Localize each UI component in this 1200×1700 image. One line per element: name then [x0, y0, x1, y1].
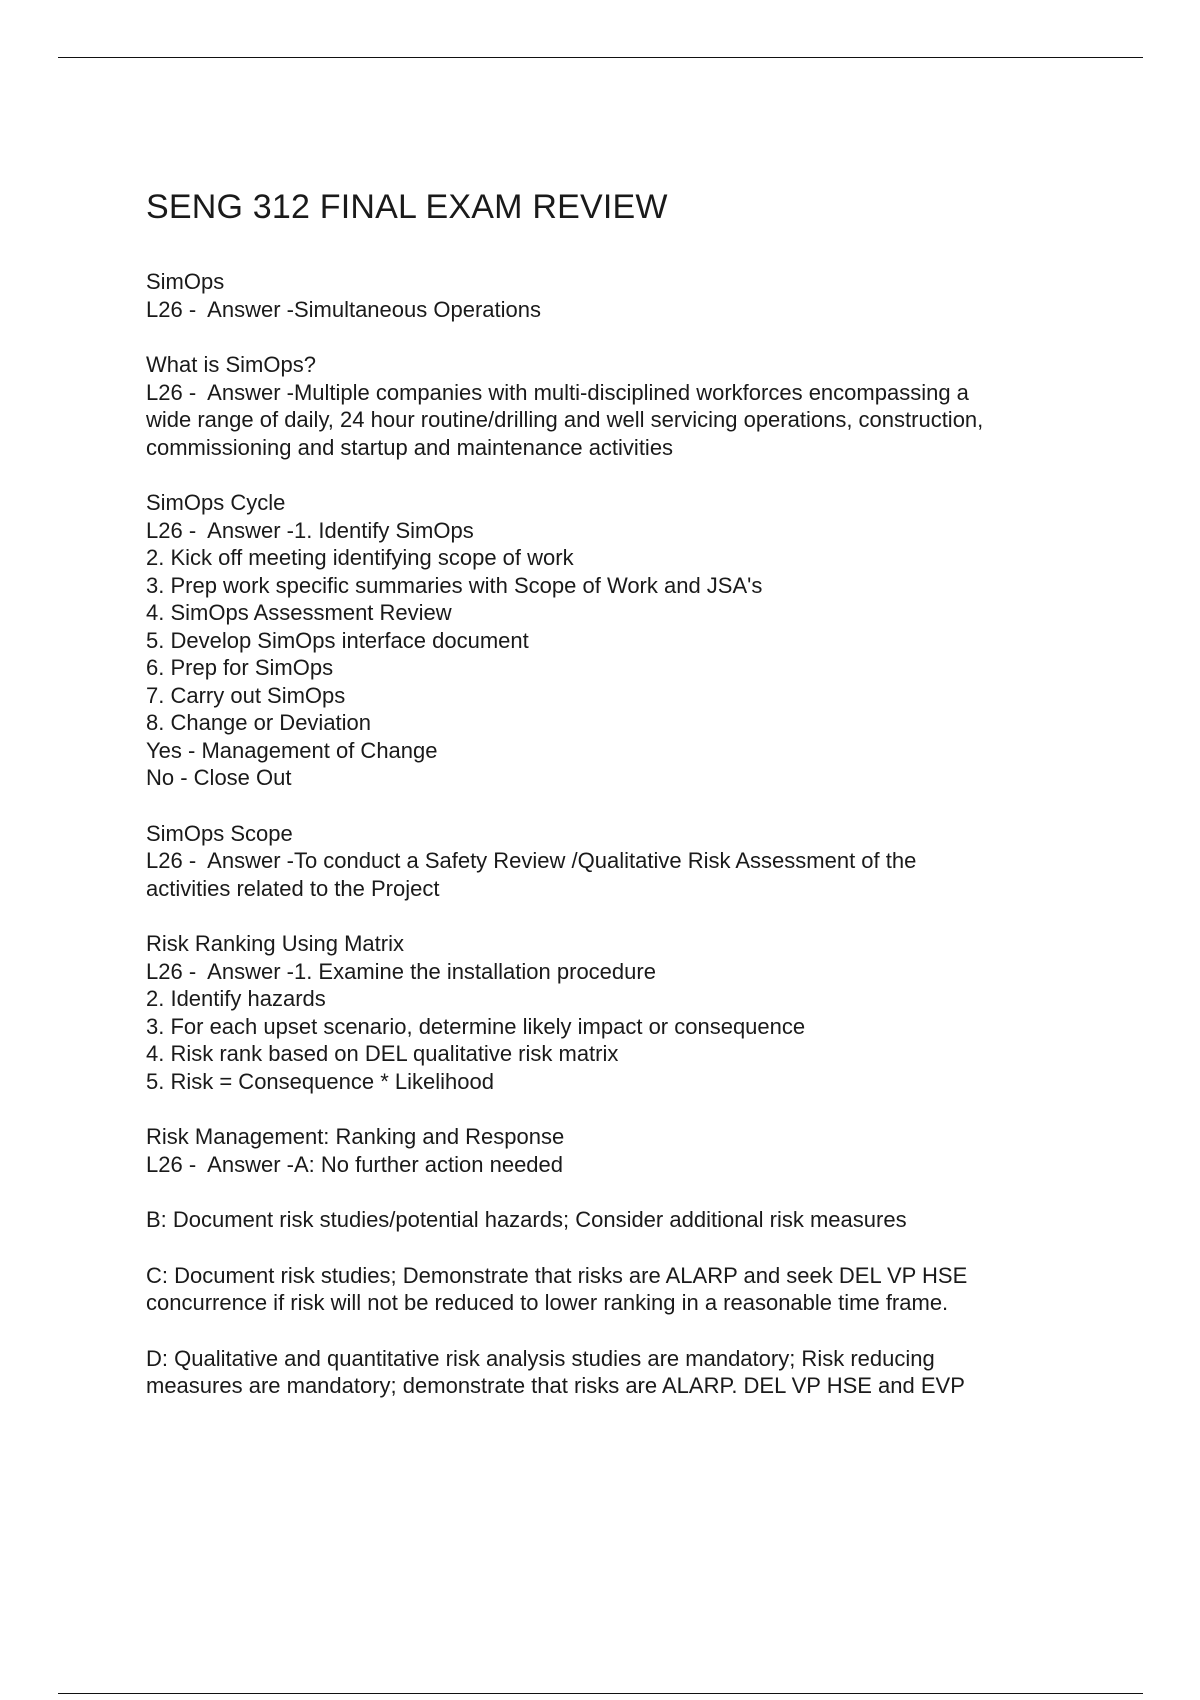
entry-question: C: Document risk studies; Demonstrate that risks are ALARP and seek DEL VP HSE	[146, 1262, 968, 1288]
entry-answer-line: activities related to the Project	[146, 875, 440, 901]
entry-answer-line: L26 - Answer -To conduct a Safety Review /Qualitative Risk Assessment of the	[146, 848, 917, 873]
entry-answer-line: No - Close Out	[146, 765, 292, 790]
entry-answer-line: 3. For each upset scenario, determine likely impact or consequence	[146, 1013, 806, 1039]
entry-answer-line: 4. SimOps Assessment Review	[146, 600, 452, 625]
entry-answer-line: commissioning and startup and maintenance activities	[146, 434, 674, 460]
entry-question: Risk Management: Ranking and Response	[146, 1124, 565, 1149]
entry-answer-line: L26 - Answer -1. Examine the installation procedure	[146, 958, 656, 984]
entry-answer-line: L26 - Answer -Multiple companies with multi-disciplined workforces encompassing a	[146, 379, 969, 405]
review-entry	[146, 1345, 1106, 1400]
entry-answer-line: 3. Prep work specific summaries with Scope of Work and JSA's	[146, 572, 763, 598]
entry-question: Risk Ranking Using Matrix	[146, 931, 404, 956]
entry-answer-line: 2. Kick off meeting identifying scope of work	[146, 545, 574, 570]
review-entry	[146, 1123, 1106, 1178]
entry-answer-line: measures are mandatory; demonstrate that risks are ALARP. DEL VP HSE and EVP	[146, 1373, 965, 1398]
entry-question: D: Qualitative and quantitative risk analysis studies are mandatory; Risk reducing	[146, 1345, 935, 1371]
entry-question: SimOps	[146, 269, 225, 294]
entry-answer-line: 2. Identify hazards	[146, 986, 326, 1011]
entry-answer-line: wide range of daily, 24 hour routine/drilling and well servicing operations, construction,	[146, 407, 984, 432]
entry-answer-line: 4. Risk rank based on DEL qualitative risk matrix	[146, 1041, 619, 1066]
review-entry	[146, 351, 1106, 461]
entry-question: B: Document risk studies/potential hazards; Consider additional risk measures	[146, 1207, 907, 1232]
review-entry	[146, 489, 1106, 792]
entry-question: SimOps Cycle	[146, 490, 286, 515]
entry-question: What is SimOps?	[146, 352, 316, 377]
bottom-divider	[58, 1693, 1143, 1694]
top-divider	[58, 57, 1143, 58]
entry-answer-line: 8. Change or Deviation	[146, 710, 372, 735]
entry-question: SimOps Scope	[146, 820, 293, 846]
entry-answer-line: concurrence if risk will not be reduced to lower ranking in a reasonable time frame.	[146, 1290, 949, 1315]
entry-answer-line: L26 - Answer -Simultaneous Operations	[146, 296, 541, 322]
document-page	[146, 186, 1106, 1428]
entry-answer-line: L26 - Answer -A: No further action needed	[146, 1151, 564, 1177]
review-entry	[146, 1206, 1106, 1234]
entries-list	[146, 268, 1106, 1400]
entry-answer-line: 7. Carry out SimOps	[146, 682, 346, 708]
review-entry	[146, 1262, 1106, 1317]
entry-answer-line: 5. Develop SimOps interface document	[146, 627, 529, 653]
review-entry	[146, 820, 1106, 903]
review-entry	[146, 268, 1106, 323]
document-title: SENG 312 FINAL EXAM REVIEW	[146, 188, 668, 226]
entry-answer-line: 5. Risk = Consequence * Likelihood	[146, 1068, 494, 1094]
entry-answer-line: 6. Prep for SimOps	[146, 655, 334, 680]
entry-answer-line: L26 - Answer -1. Identify SimOps	[146, 517, 474, 543]
entry-answer-line: Yes - Management of Change	[146, 737, 438, 763]
review-entry	[146, 930, 1106, 1095]
